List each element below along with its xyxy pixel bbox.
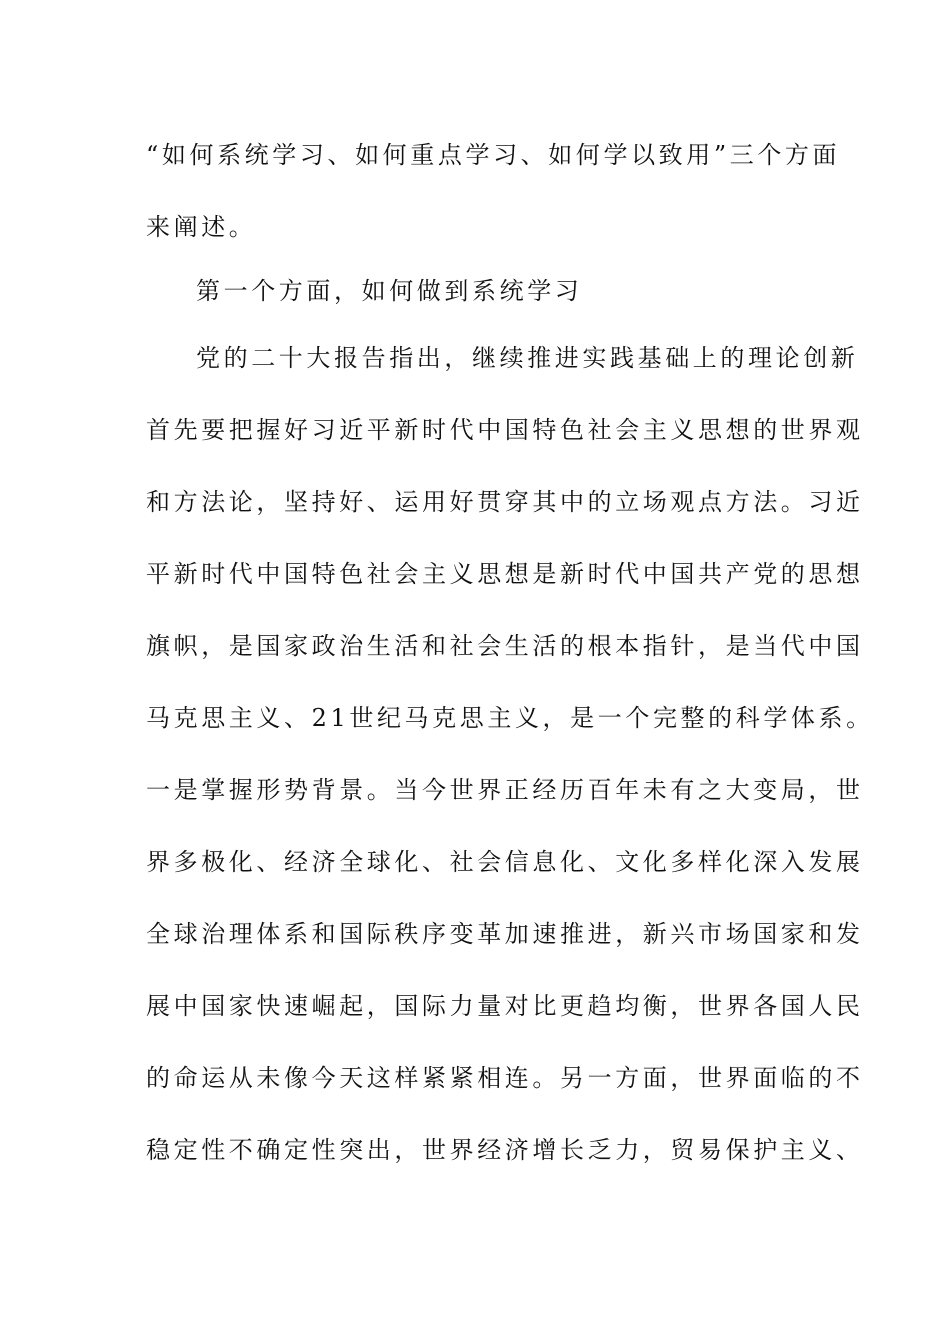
text-line: 展中国家快速崛起，国际力量对比更趋均衡，世界各国人民 [146, 992, 864, 1020]
text-line: 来阐述。 [146, 213, 257, 241]
text-line: “如何系统学习、如何重点学习、如何学以致用”三个方面 [146, 141, 841, 169]
text-line: 的命运从未像今天这样紧紧相连。另一方面，世界面临的不 [146, 1064, 864, 1092]
text-line: 一是掌握形势背景。当今世界正经历百年未有之大变局，世 [146, 776, 864, 804]
section-heading: 第一个方面，如何做到系统学习 [196, 277, 583, 305]
text-line: 马克思主义、21世纪马克思主义，是一个完整的科学体系。 [146, 704, 874, 732]
text-line: 稳定性不确定性突出，世界经济增长乏力，贸易保护主义、 [146, 1136, 864, 1164]
text-line: 全球治理体系和国际秩序变革加速推进，新兴市场国家和发 [146, 920, 864, 948]
text-line: 平新时代中国特色社会主义思想是新时代中国共产党的思想 [146, 560, 864, 588]
text-line: 界多极化、经济全球化、社会信息化、文化多样化深入发展 [146, 848, 864, 876]
text-line: 首先要把握好习近平新时代中国特色社会主义思想的世界观 [146, 416, 864, 444]
text-line: 党的二十大报告指出，继续推进实践基础上的理论创新 [196, 344, 859, 372]
text-line: 和方法论，坚持好、运用好贯穿其中的立场观点方法。习近 [146, 488, 864, 516]
text-line: 旗帜，是国家政治生活和社会生活的根本指针，是当代中国 [146, 632, 864, 660]
